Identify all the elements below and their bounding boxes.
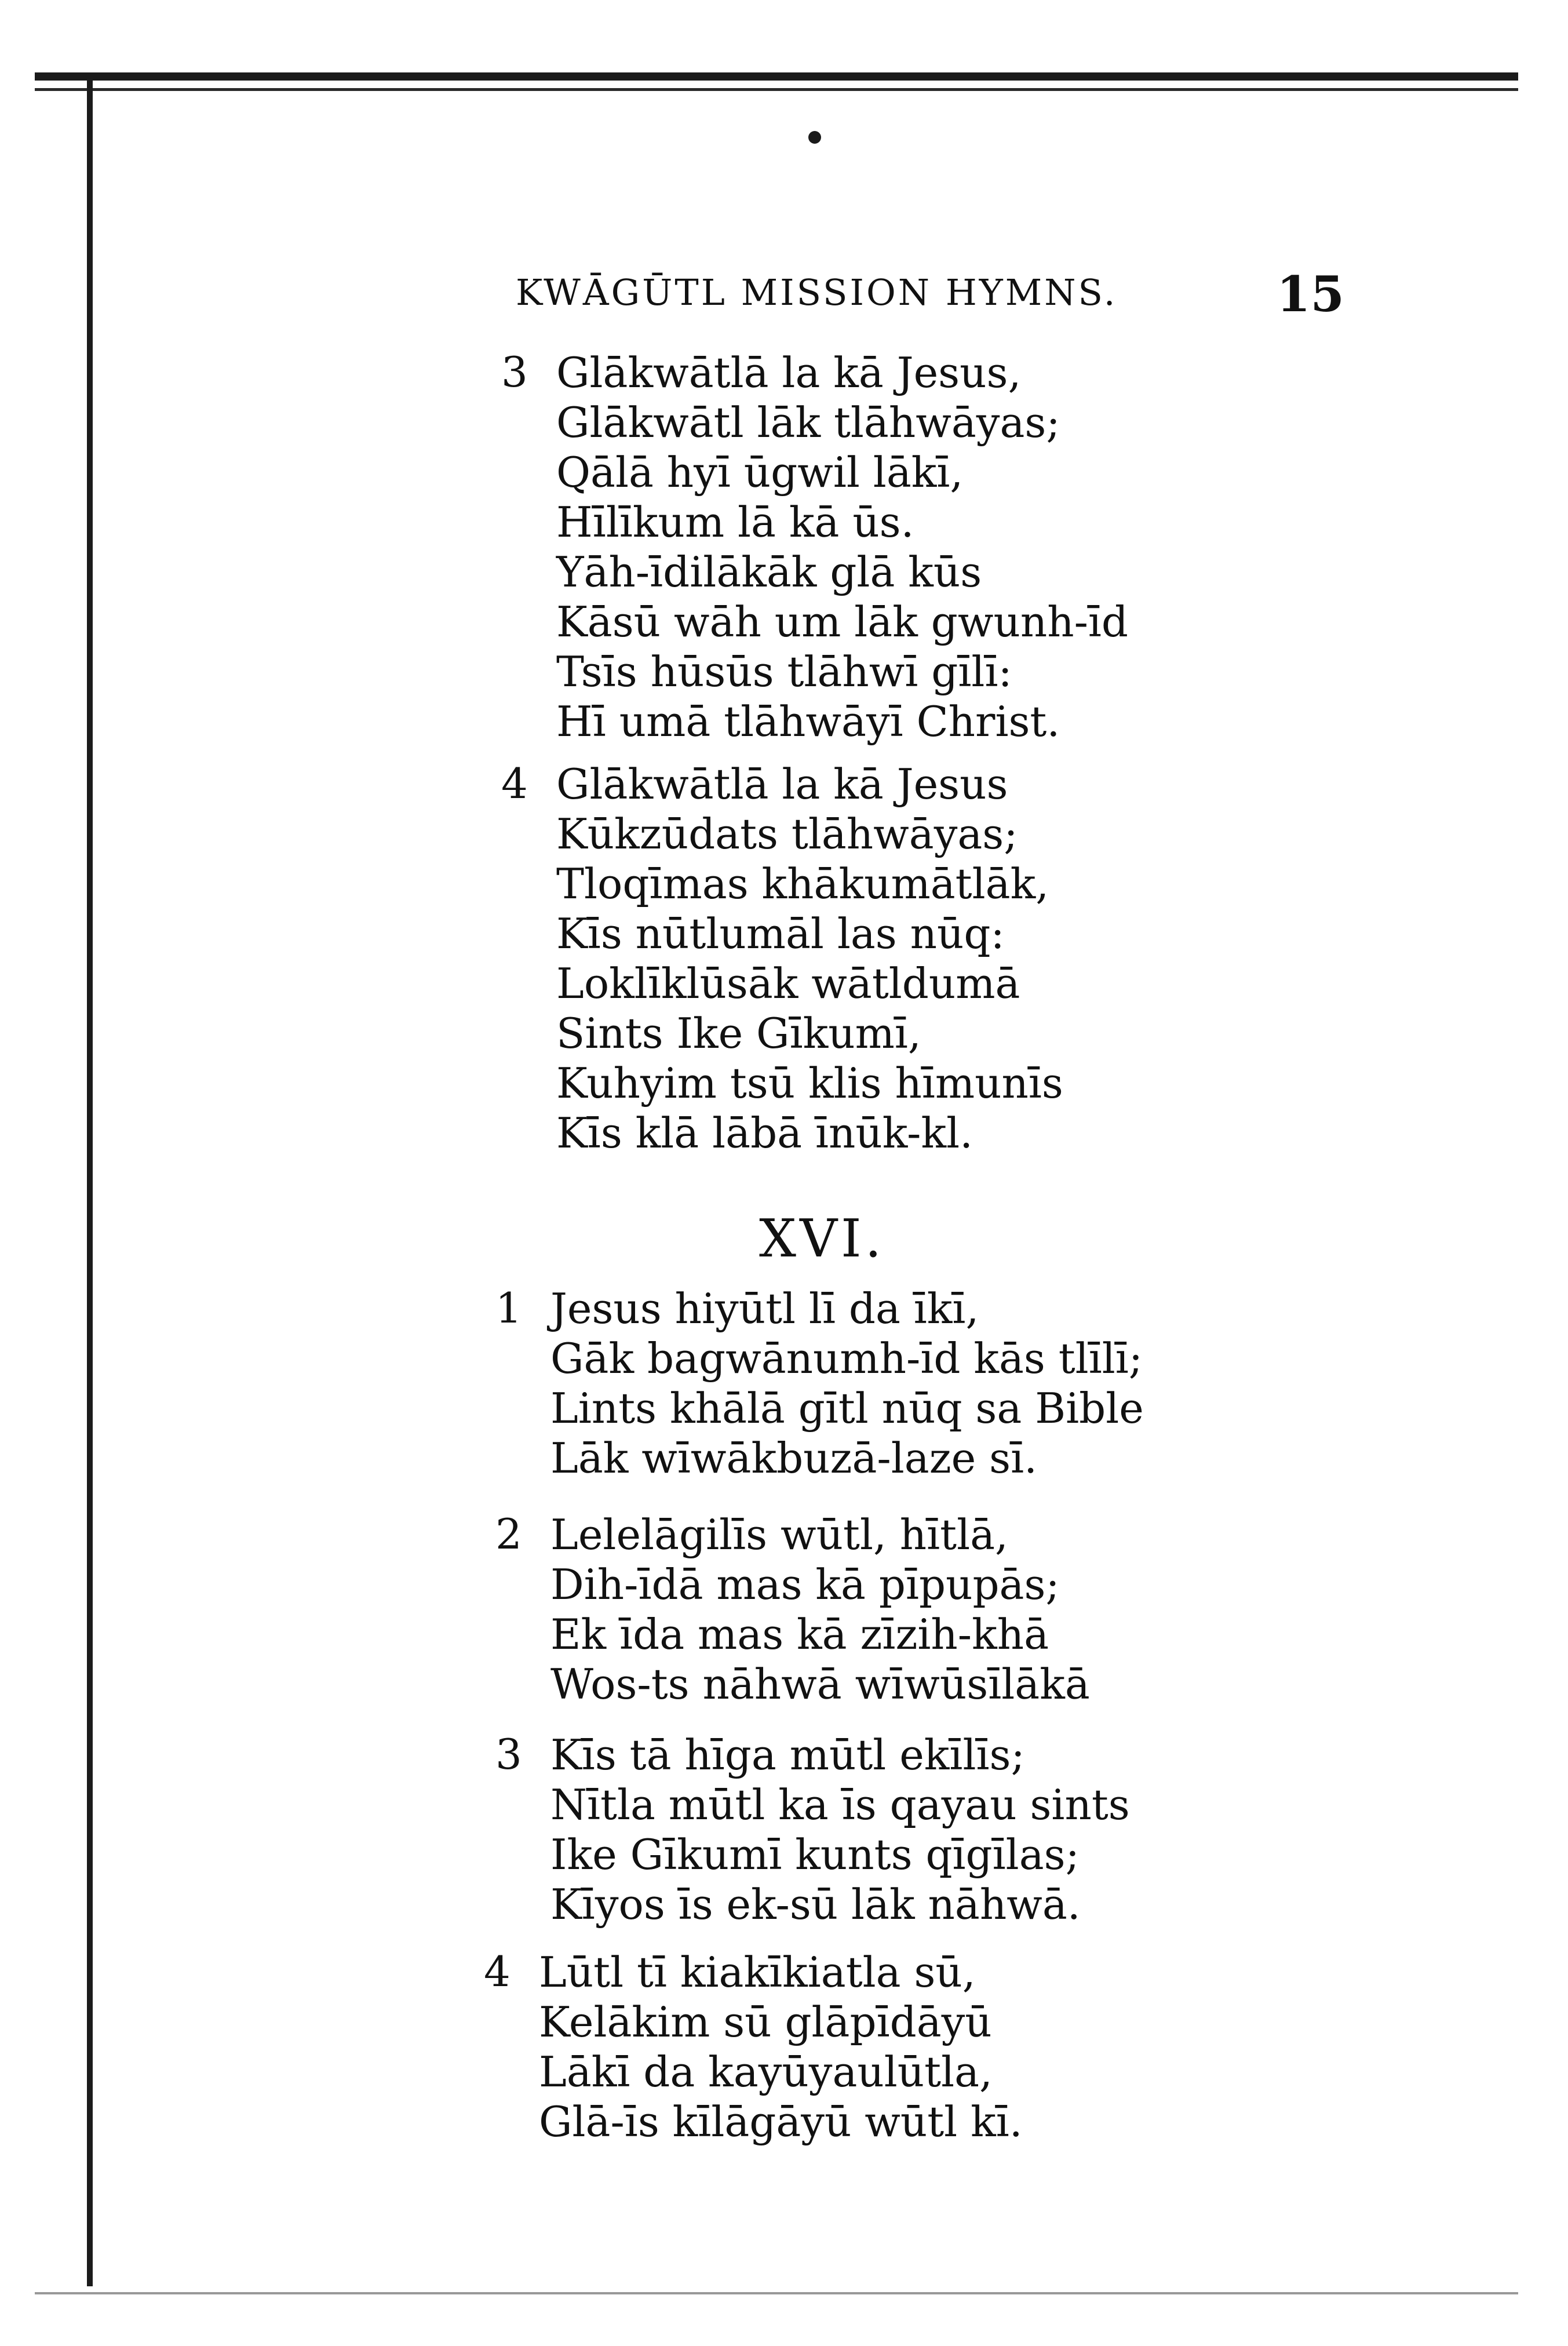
verse-line: Lāk wīwākbuzā-laze sī. bbox=[550, 1434, 1037, 1482]
verse-line: Ek īda mas kā zīzih-khā bbox=[550, 1610, 1049, 1659]
page-header bbox=[516, 265, 1344, 329]
verse-number: 3 bbox=[495, 1730, 522, 1779]
top-border-rule-thin bbox=[35, 88, 1518, 91]
verse-line: Tsīs hūsūs tlāhwī gīlī: bbox=[556, 647, 1012, 696]
left-border-rule bbox=[87, 72, 93, 2286]
verse-line: Glā-īs kīlāgāyū wūtl kī. bbox=[539, 2097, 1023, 2146]
verse-line: Kīs nūtlumāl las nūq: bbox=[556, 909, 1005, 958]
verse-line: Kūkzūdats tlāhwāyas; bbox=[556, 810, 1018, 858]
verse-line: Lūtl tī kiakīkiatla sū, bbox=[539, 1948, 976, 1997]
verse-line: Yāh-īdilākāk glā kūs bbox=[556, 548, 982, 596]
verse-line: Kāsū wāh um lāk gwunh-īd bbox=[556, 598, 1129, 646]
verse-3-hymn-xvi bbox=[495, 1730, 1130, 1929]
verse-line: Wos-ts nāhwā wīwūsīlākā bbox=[550, 1660, 1090, 1709]
verse-line: Tloqīmas khākumātlāk, bbox=[556, 859, 1049, 908]
page-number: 15 bbox=[1277, 265, 1344, 323]
ink-speck bbox=[808, 131, 821, 144]
top-border-rule bbox=[35, 72, 1518, 81]
verse-4-hymn-xv bbox=[501, 759, 1063, 1158]
verse-line: Kelākim sū glāpīdāyū bbox=[539, 1998, 992, 2046]
verse-line: Hīlīkum lā kā ūs. bbox=[556, 498, 914, 547]
verse-line: Loklīklūsāk wātldumā bbox=[556, 959, 1020, 1008]
verse-1-hymn-xvi bbox=[495, 1284, 1144, 1483]
verse-line: Qālā hyī ūgwil lākī, bbox=[556, 448, 964, 497]
verse-line: Gāk bagwānumh-īd kās tlīlī; bbox=[550, 1334, 1143, 1383]
verse-line: Kīs klā lābā īnūk-kl. bbox=[556, 1109, 973, 1157]
running-title: KWĀGŪTL MISSION HYMNS. bbox=[516, 271, 1118, 314]
verse-line: Sints Ike Gīkumī, bbox=[556, 1009, 921, 1058]
verse-number: 3 bbox=[501, 348, 528, 396]
verse-4-hymn-xvi bbox=[484, 1947, 1023, 2147]
verse-line: Kuhyim tsū klis hīmunīs bbox=[556, 1059, 1063, 1108]
verse-line: Jesus hiyūtl lī da īkī, bbox=[550, 1284, 979, 1333]
verse-line: Dih-īdā mas kā pīpupās; bbox=[550, 1560, 1060, 1609]
verse-line: Lelelāgilīs wūtl, hītlā, bbox=[550, 1510, 1008, 1559]
bottom-edge-shadow bbox=[35, 2292, 1518, 2294]
verse-number: 4 bbox=[501, 759, 528, 808]
verse-line: Hī umā tlāhwāyī Christ. bbox=[556, 697, 1060, 746]
verse-number: 2 bbox=[495, 1510, 522, 1558]
verse-line: Lints khālā gītl nūq sa Bible bbox=[550, 1384, 1144, 1433]
verse-line: Lākī da kayūyaulūtla, bbox=[539, 2048, 993, 2096]
verse-line: Kīyos īs ek-sū lāk nāhwā. bbox=[550, 1880, 1081, 1929]
verse-number: 4 bbox=[484, 1947, 510, 1996]
verse-line: Glākwātl lāk tlāhwāyas; bbox=[556, 398, 1060, 447]
verse-line: Kīs tā hīga mūtl ekīlīs; bbox=[550, 1731, 1025, 1779]
verse-line: Nītla mūtl ka īs qayau sints bbox=[550, 1780, 1130, 1829]
hymn-number: XVI. bbox=[759, 1208, 885, 1269]
verse-line: Glākwātlā la kā Jesus, bbox=[556, 348, 1022, 397]
verse-2-hymn-xvi bbox=[495, 1510, 1090, 1709]
verse-number: 1 bbox=[495, 1284, 522, 1332]
verse-line: Glākwātlā la kā Jesus bbox=[556, 760, 1008, 808]
verse-3-hymn-xv bbox=[501, 348, 1128, 746]
verse-line: Ike Gīkumī kunts qīgīlas; bbox=[550, 1830, 1080, 1879]
